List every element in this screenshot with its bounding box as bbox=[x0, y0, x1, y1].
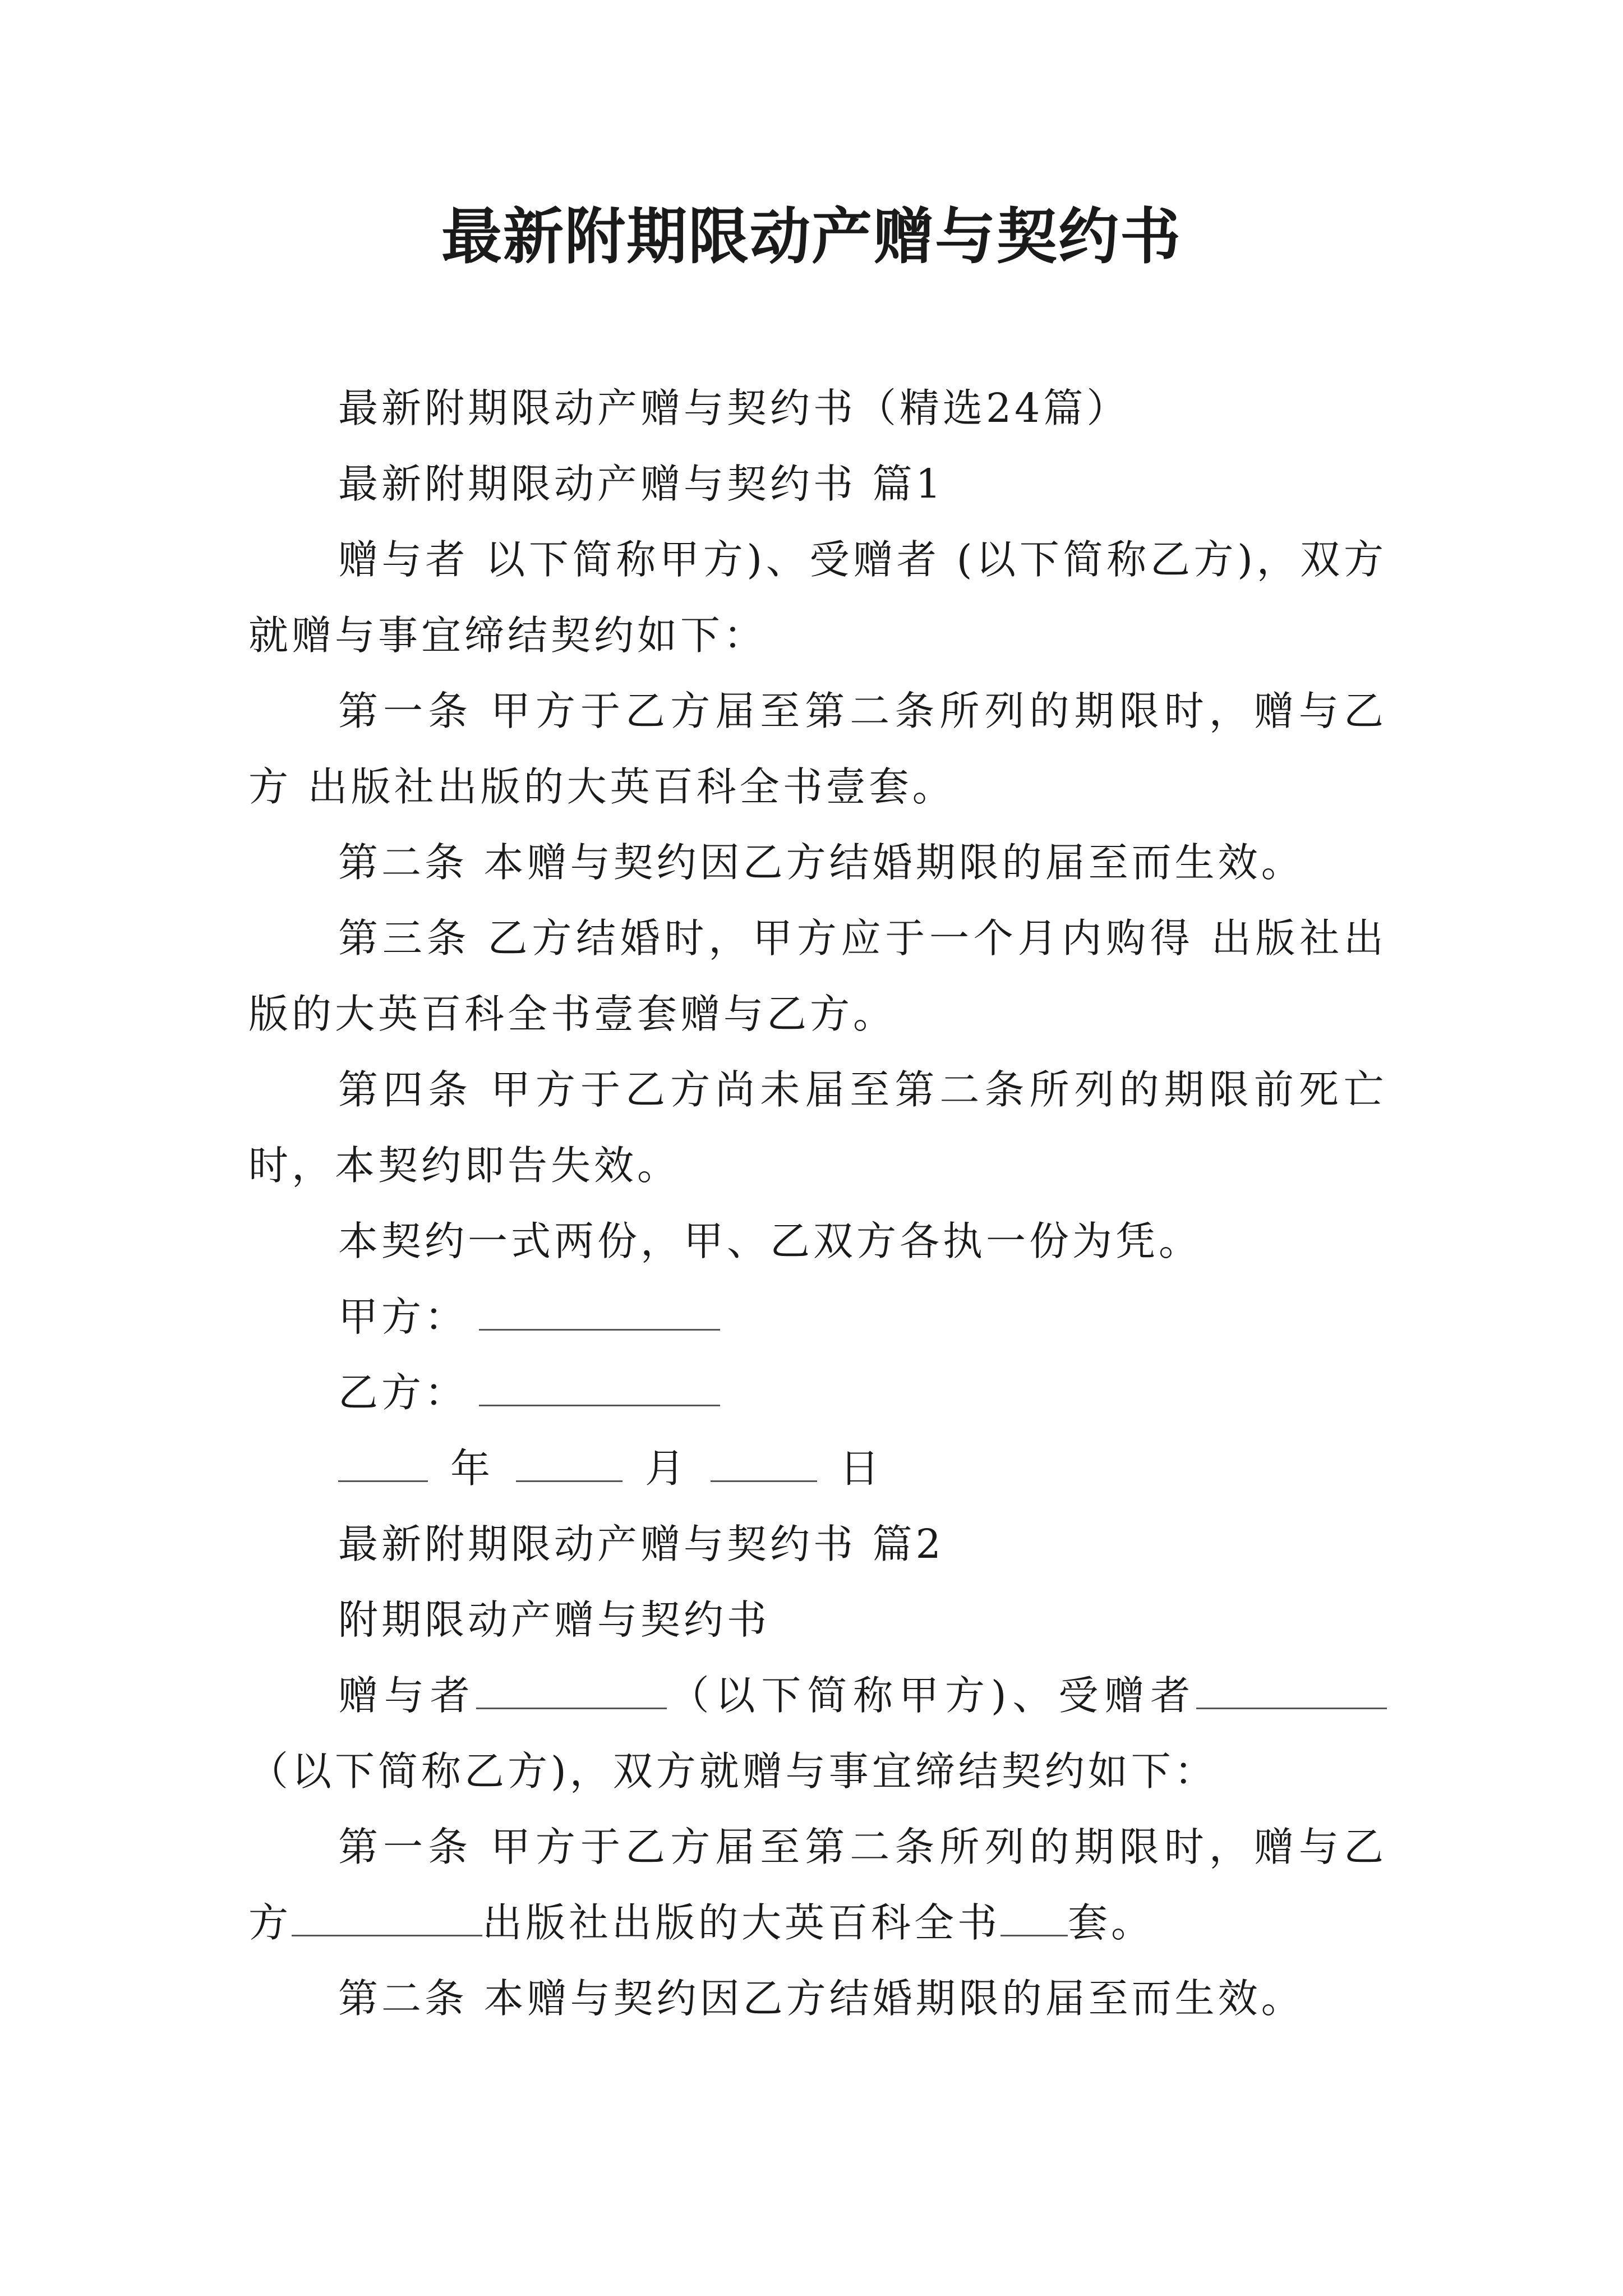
month-label: 月 bbox=[645, 1445, 689, 1492]
section1-article-1: 第一条 甲方于乙方届至第二条所列的期限时，赠与乙方 出版社出版的大英百科全书壹套。 bbox=[248, 688, 1387, 810]
document-title: 最新附期限动产赠与契约书 bbox=[441, 201, 1182, 272]
section1-article-3: 第三条 乙方结婚时，甲方应于一个月内购得 出版社出版的大英百科全书壹套赠与乙方。 bbox=[248, 915, 1387, 1037]
publisher-blank[interactable] bbox=[292, 1901, 482, 1936]
year-blank[interactable] bbox=[338, 1447, 428, 1482]
day-blank[interactable] bbox=[711, 1447, 817, 1482]
donor-name-blank[interactable] bbox=[476, 1674, 667, 1709]
parties-clause-end: （以下简称乙方)，双方就赠与事宜缔结契约如下： bbox=[248, 1748, 1218, 1795]
section1-parties-paragraph: 赠与者 以下简称甲方)、受赠者 (以下简称乙方)，双方就赠与事宜缔结契约如下： bbox=[248, 536, 1387, 659]
section1-heading: 最新附期限动产赠与契约书 篇1 bbox=[338, 461, 944, 507]
party-a-signature-line bbox=[248, 1279, 1387, 1355]
party-b-label: 乙方： bbox=[338, 1369, 468, 1416]
party-a-label: 甲方： bbox=[338, 1294, 468, 1340]
year-label: 年 bbox=[450, 1445, 494, 1492]
section2-subtitle: 附期限动产赠与契约书 bbox=[338, 1596, 771, 1643]
day-label: 日 bbox=[840, 1445, 883, 1492]
section2-article-1 bbox=[248, 1809, 1387, 1961]
party-b-signature-line bbox=[248, 1355, 1387, 1430]
section2-heading: 最新附期限动产赠与契约书 篇2 bbox=[338, 1521, 944, 1567]
donee-label: （以下简称甲方)、受赠者 bbox=[666, 1672, 1196, 1719]
section2-parties-paragraph bbox=[248, 1658, 1387, 1809]
article-1-text-c: 套。 bbox=[1068, 1899, 1155, 1946]
section1-article-2: 第二条 本赠与契约因乙方结婚期限的届至而生效。 bbox=[338, 839, 1304, 886]
section1-copies-clause: 本契约一式两份，甲、乙双方各执一份为凭。 bbox=[338, 1218, 1202, 1264]
document-body bbox=[248, 370, 1387, 2036]
section1-article-4: 第四条 甲方于乙方尚未届至第二条所列的期限前死亡时，本契约即告失效。 bbox=[248, 1066, 1387, 1189]
quantity-blank[interactable] bbox=[1000, 1901, 1068, 1936]
party-b-signature-blank[interactable] bbox=[479, 1371, 720, 1406]
donor-label: 赠与者 bbox=[338, 1672, 476, 1719]
intro-line: 最新附期限动产赠与契约书（精选24篇） bbox=[338, 385, 1130, 431]
donee-name-blank[interactable] bbox=[1196, 1674, 1387, 1709]
party-a-signature-blank[interactable] bbox=[479, 1295, 720, 1331]
article-1-text-a: 第一条 甲方于乙方届至第二条所列的期限时，赠与乙方 bbox=[248, 1824, 1387, 1946]
date-line bbox=[248, 1430, 1387, 1506]
section2-article-2: 第二条 本赠与契约因乙方结婚期限的届至而生效。 bbox=[338, 1975, 1304, 2022]
article-1-text-b: 出版社出版的大英百科全书 bbox=[482, 1899, 1001, 1946]
month-blank[interactable] bbox=[516, 1447, 623, 1482]
